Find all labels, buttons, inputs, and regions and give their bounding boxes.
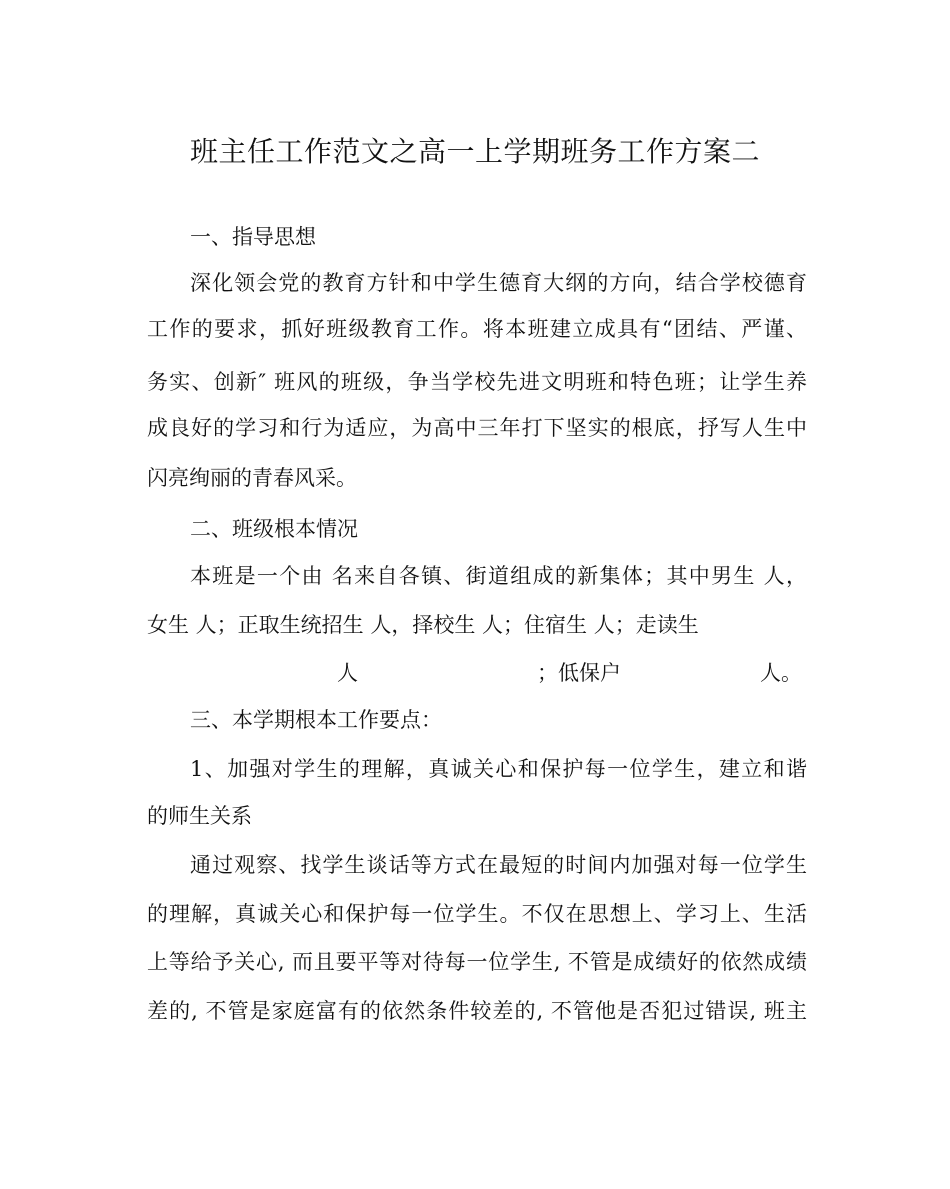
paragraph-line: 的理解，真诚关心和保护每一位学生。不仅在思想上、学习上、生活 [147,902,807,926]
paragraph-line: 务实、创新″ 班风的班级，争当学校先进文明班和特色班；让学生养 [147,370,807,394]
section-heading-guiding-ideology: 一、指导思想 [190,225,316,249]
section-heading-class-situation: 二、班级根本情况 [190,517,358,541]
section-heading-work-points: 三、本学期根本工作要点： [190,708,442,732]
paragraph-line: 闪亮绚丽的青春风采。 [147,466,357,490]
paragraph-line: 深化领会党的教育方针和中学生德育大纲的方向，结合学校德育 [190,271,807,295]
blank-line-segment: ；低保户 [537,661,621,685]
paragraph-line: 通过观察、找学生谈话等方式在最短的时间内加强对每一位学生 [190,853,807,877]
paragraph-line: 差的, 不管是家庭富有的依然条件较差的, 不管他是否犯过错误, 班主 [147,999,807,1023]
paragraph-line: 工作的要求，抓好班级教育工作。将本班建立成具有“团结、严谨、 [147,317,807,341]
document-title: 班主任工作范文之高一上学期班务工作方案二 [189,135,760,168]
list-item-line: 的师生关系 [147,804,252,828]
blank-line-segment: 人。 [760,661,802,685]
list-item-line: 1、加强对学生的理解，真诚关心和保护每一位学生，建立和谐 [190,757,807,781]
paragraph-line: 成良好的学习和行为适应，为高中三年打下坚实的根底，抒写人生中 [147,416,807,440]
paragraph-line: 女生 人；正取生统招生 人，择校生 人；住宿生 人；走读生 [147,613,699,637]
paragraph-line: 上等给予关心, 而且要平等对待每一位学生, 不管是成绩好的依然成绩 [147,950,807,974]
blank-line-segment: 人 [337,661,358,685]
paragraph-line: 本班是一个由 名来自各镇、街道组成的新集体；其中男生 人， [190,564,807,588]
